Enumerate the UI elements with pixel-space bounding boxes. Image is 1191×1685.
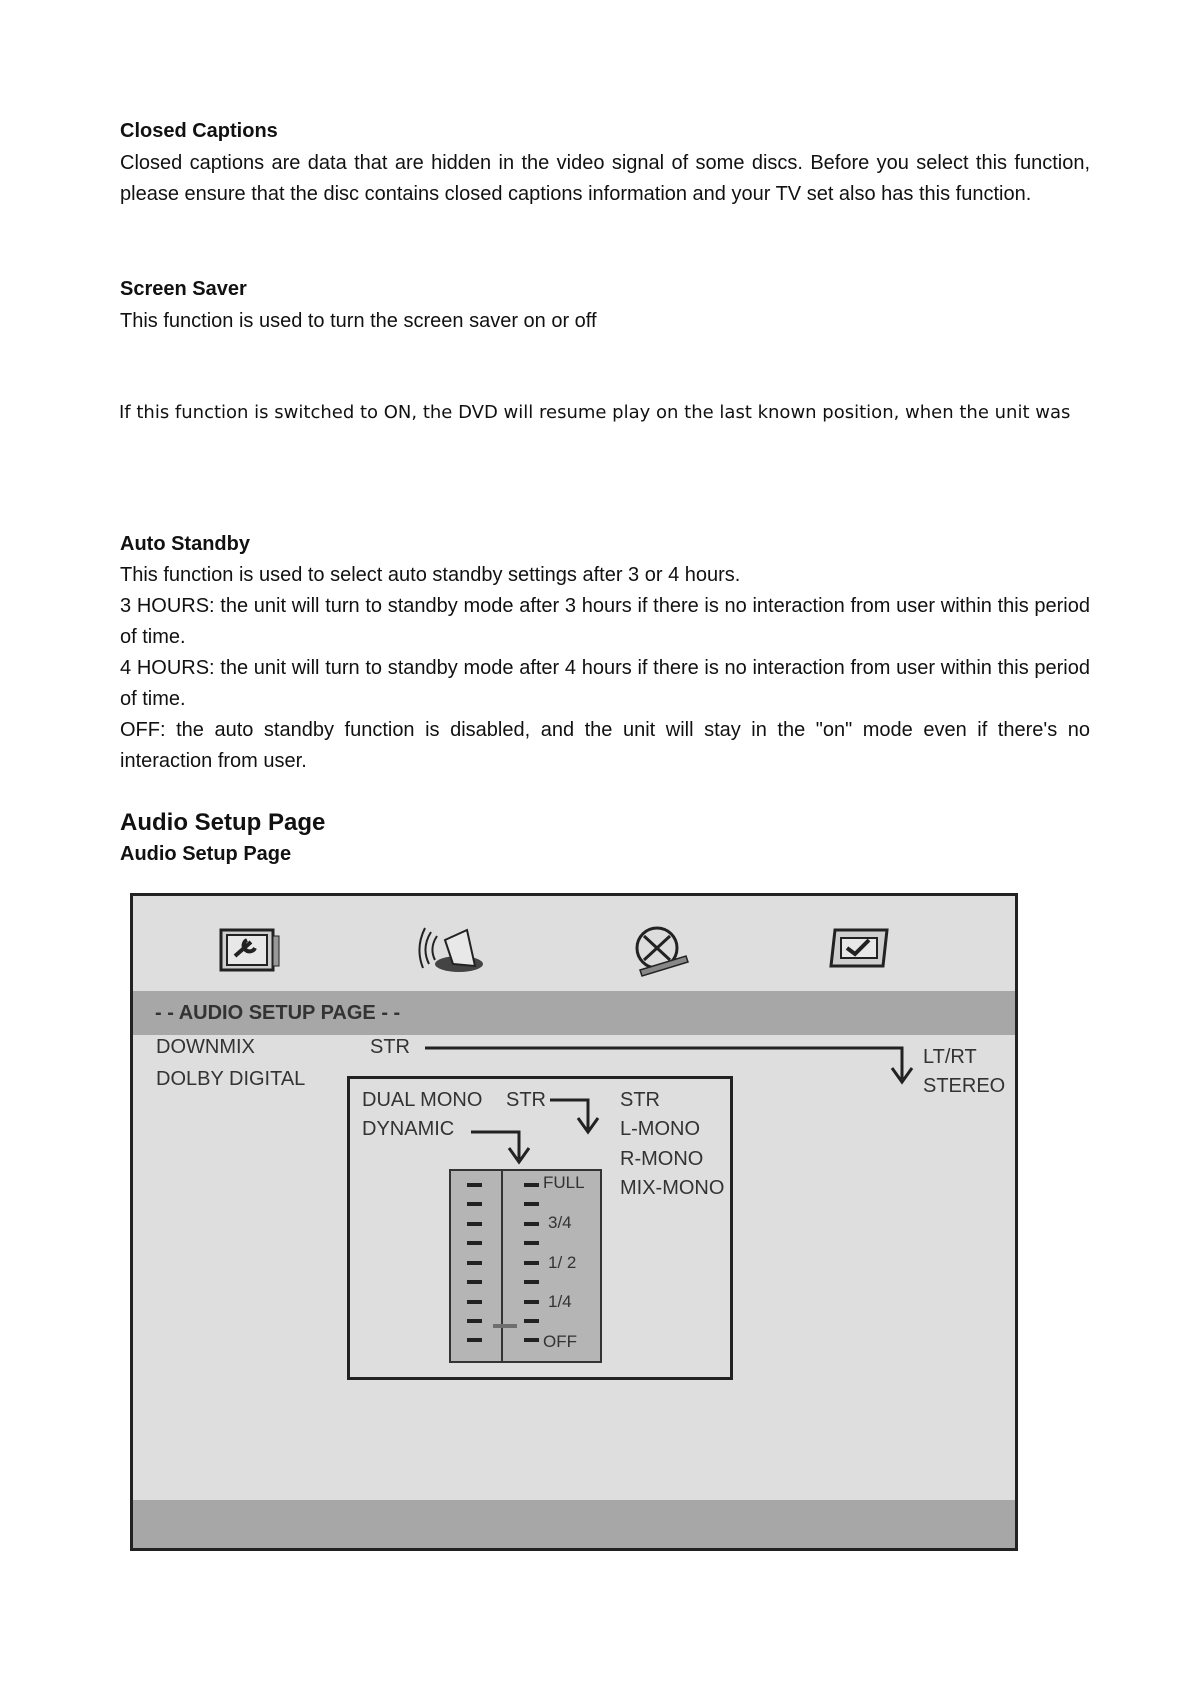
- dynamic-level-off[interactable]: OFF: [543, 1332, 577, 1351]
- dynamic-level-3-4[interactable]: 3/4: [548, 1213, 572, 1232]
- audio-setup-screen: [130, 893, 1018, 1551]
- dual-mono-value[interactable]: STR: [506, 1089, 546, 1111]
- auto-standby-heading: Auto Standby: [120, 533, 250, 555]
- menu-connector-arrows: [133, 896, 1015, 1548]
- auto-standby-line-1: This function is used to select auto standby settings after 3 or 4 hours.: [120, 564, 741, 586]
- dual-mono-option-str[interactable]: STR: [620, 1089, 660, 1111]
- screen-title: - - AUDIO SETUP PAGE - -: [155, 1002, 401, 1024]
- screen-saver-body: This function is used to turn the screen saver on or off: [120, 310, 597, 332]
- dual-mono-option-l-mono[interactable]: L-MONO: [620, 1118, 700, 1140]
- auto-standby-line-3: 4 HOURS: the unit will turn to standby mode after 4 hours if there is no interaction from user within this period of time.: [120, 657, 1090, 710]
- downmix-option-ltrt[interactable]: LT/RT: [923, 1046, 977, 1068]
- closed-captions-heading: Closed Captions: [120, 120, 278, 142]
- screen-saver-heading: Screen Saver: [120, 278, 247, 300]
- auto-standby-line-4: OFF: the auto standby function is disabled, and the unit will stay in the "on" mode even if there's no interaction from user.: [120, 719, 1090, 772]
- dual-mono-option-r-mono[interactable]: R-MONO: [620, 1148, 704, 1170]
- audio-setup-subheading: Audio Setup Page: [120, 843, 292, 865]
- downmix-option-stereo[interactable]: STEREO: [923, 1075, 1006, 1097]
- screen-status-bar: [133, 1500, 1015, 1548]
- dual-mono-option-mix-mono[interactable]: MIX-MONO: [620, 1177, 725, 1199]
- dynamic-level-1-4[interactable]: 1/4: [548, 1292, 572, 1311]
- dynamic-level-1-2[interactable]: 1/ 2: [548, 1253, 577, 1272]
- resume-body: If this function is switched to ON, the DVD will resume play on the last known position, when the unit was: [119, 402, 1071, 423]
- dolby-digital-label[interactable]: DOLBY DIGITAL: [156, 1068, 306, 1090]
- dual-mono-label[interactable]: DUAL MONO: [362, 1089, 483, 1111]
- closed-captions-body: Closed captions are data that are hidden in the video signal of some discs. Before you select this function, please ensure that the disc contains closed captions information and your TV set also has this function.: [120, 152, 1090, 205]
- dynamic-label[interactable]: DYNAMIC: [362, 1118, 455, 1140]
- auto-standby-line-2: 3 HOURS: the unit will turn to standby mode after 3 hours if there is no interaction from user within this period of time.: [120, 595, 1090, 648]
- downmix-value[interactable]: STR: [370, 1036, 410, 1058]
- audio-setup-heading: Audio Setup Page: [120, 809, 326, 836]
- dynamic-level-full[interactable]: FULL: [543, 1173, 585, 1192]
- downmix-label[interactable]: DOWNMIX: [156, 1036, 255, 1058]
